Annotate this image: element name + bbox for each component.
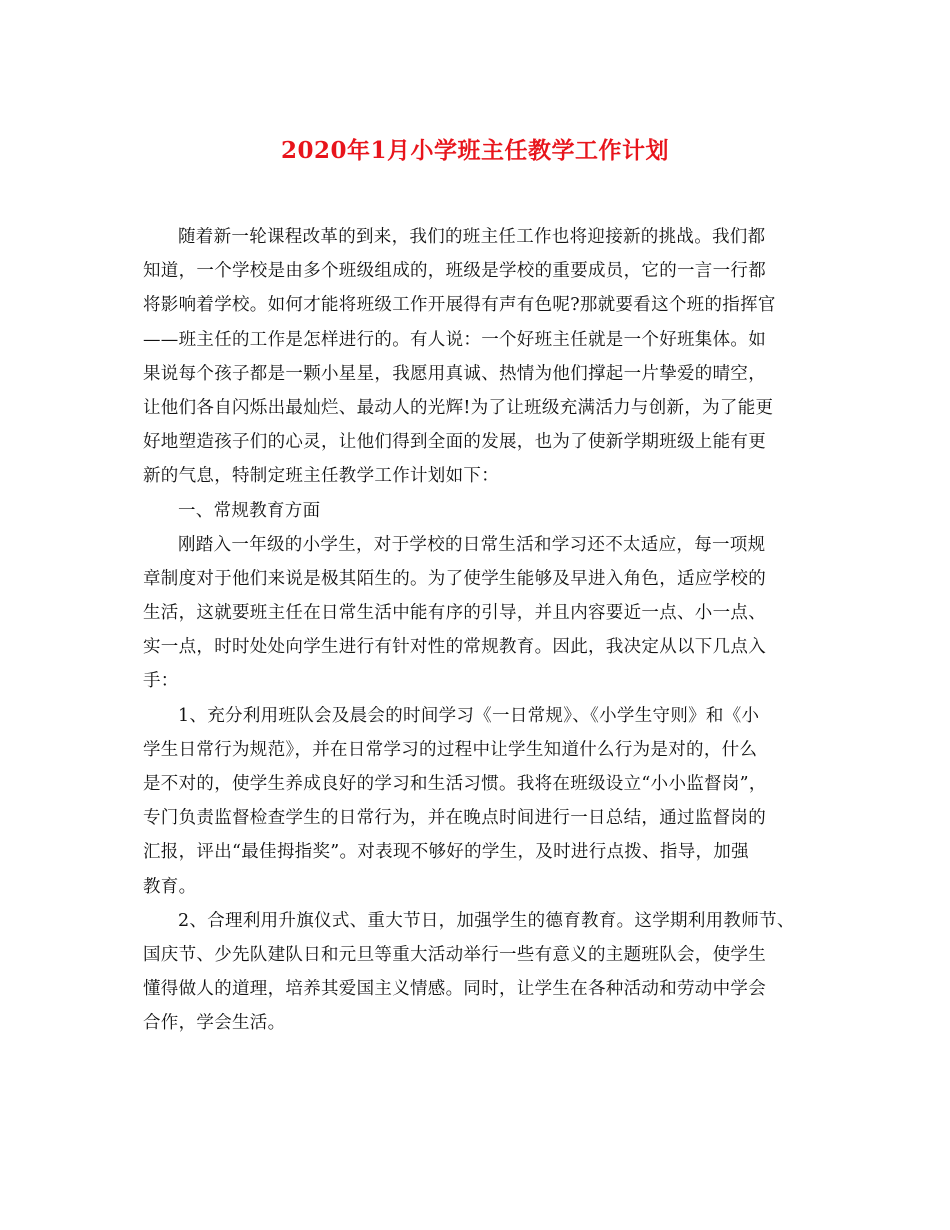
paragraph-line: 2、合理利用升旗仪式、重大节日，加强学生的德育教育。这学期利用教师节、 [178, 910, 795, 931]
paragraph-line: 好地塑造孩子们的心灵，让他们得到全面的发展，也为了使新学期班级上能有更 [143, 432, 766, 453]
paragraph-line: 知道，一个学校是由多个班级组成的，班级是学校的重要成员，它的一言一行都 [143, 261, 766, 282]
paragraph-line: 教育。 [143, 876, 197, 897]
paragraph-line: 专门负责监督检查学生的日常行为，并在晚点时间进行一日总结，通过监督岗的 [143, 808, 766, 829]
paragraph-line: 1、充分利用班队会及晨会的时间学习《一日常规》、《小学生守则》和《小 [178, 705, 760, 726]
paragraph-line: 手： [143, 671, 179, 692]
paragraph-line: 刚踏入一年级的小学生，对于学校的日常生活和学习还不太适应，每一项规 [178, 534, 766, 555]
paragraph-line: 懂得做人的道理，培养其爱国主义情感。同时，让学生在各种活动和劳动中学会 [143, 979, 766, 1000]
paragraph-line: 合作，学会生活。 [143, 1013, 286, 1034]
paragraph-line: 是不对的，使学生养成良好的学习和生活习惯。我将在班级设立“小小监督岗”， [143, 774, 767, 794]
paragraph-line: 汇报，评出“最佳拇指奖”。对表现不够好的学生，及时进行点拨、指导，加强 [143, 842, 749, 863]
paragraph-line: 章制度对于他们来说是极其陌生的。为了使学生能够及早进入角色，适应学校的 [143, 568, 766, 589]
paragraph-line: 实一点，时时处处向学生进行有针对性的常规教育。因此，我决定从以下几点入 [143, 637, 766, 658]
paragraph-line: ——班主任的工作是怎样进行的。有人说：一个好班主任就是一个好班集体。如 [143, 329, 766, 350]
paragraph-line: 生活，这就要班主任在日常生活中能有序的引导，并且内容要近一点、小一点、 [143, 603, 766, 624]
paragraph-line: 随着新一轮课程改革的到来，我们的班主任工作也将迎接新的挑战。我们都 [178, 227, 766, 247]
paragraph-line: 一、常规教育方面 [178, 500, 321, 521]
paragraph-line: 学生日常行为规范》，并在日常学习的过程中让学生知道什么行为是对的，什么 [143, 739, 758, 760]
document-body [143, 220, 813, 1041]
paragraph-line: 让他们各自闪烁出最灿烂、最动人的光辉!为了让班级充满活力与创新，为了能更 [143, 397, 774, 418]
paragraph-line: 果说每个孩子都是一颗小星星，我愿用真诚、热情为他们撑起一片挚爱的晴空， [143, 363, 766, 384]
paragraph-line: 国庆节、少先队建队日和元旦等重大活动举行一些有意义的主题班队会，使学生 [143, 944, 766, 965]
paragraph-line: 新的气息，特制定班主任教学工作计划如下： [143, 466, 499, 487]
paragraph-line: 将影响着学校。如何才能将班级工作开展得有声有色呢?那就要看这个班的指挥官 [143, 295, 776, 316]
document-title: 2020年1月小学班主任教学工作计划 [280, 137, 670, 164]
